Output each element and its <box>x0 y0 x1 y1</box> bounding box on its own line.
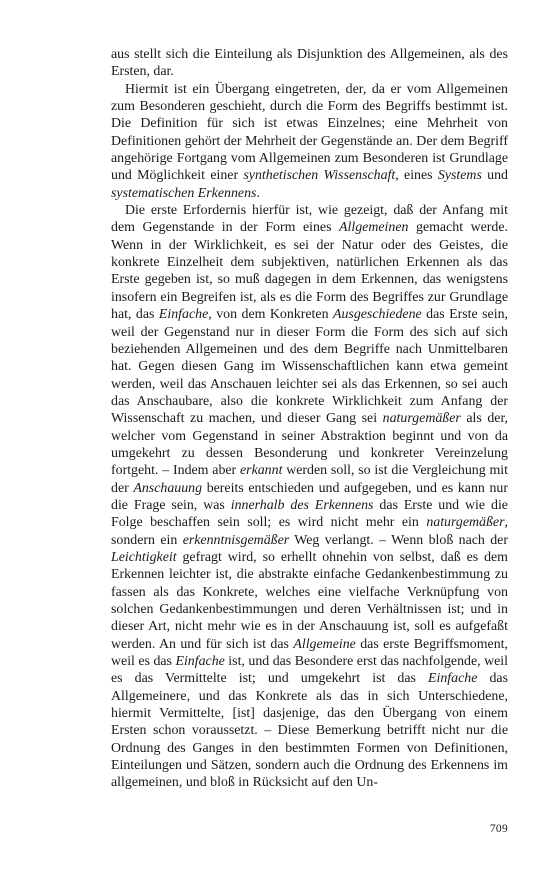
text-run: , sondern ein <box>111 515 508 548</box>
text-run: gemacht werde. Wenn in der Wirklichkeit, es sei der Natur oder des Geistes, die konkrete Einzelheit dem subjektiven, natürlichen Erkennen als das Erste gegeben ist, so muß dagegen in dem Erkennen, das wenigstens insofern ein Begreifen ist, als es die Form des Begriffes zur Grundlage hat, das <box>111 220 508 323</box>
text-run: Die erste Erfordernis hierfür ist, wie gezeigt, daß der Anfang mit dem Gegenstande in der Form eines <box>111 203 508 236</box>
italic-text-run: naturgemäßer <box>382 411 461 427</box>
text-run: Weg verlangt. – Wenn bloß nach der <box>289 532 508 548</box>
text-run: ist, und das Besondere erst das nachfolgende, weil es das Vermittelte ist; und umgekehrt ist das <box>111 654 509 687</box>
italic-text-run: Leichtigkeit <box>111 549 177 565</box>
italic-text-run: erkannt <box>240 463 283 479</box>
italic-text-run: erkenntnisgemäßer <box>182 532 290 548</box>
text-run: das Allgemeinere, und das Konkrete als das in sich Unterschiedene, hiermit Vermittelte, [ist] dasjenige, das den Übergang von einem Ersten schon voraussetzt. – Diese Bemerkung betrifft nicht nur die Ordnung des Ganges in den bestimmten Formen von Definitionen, Einteilungen und Sätzen, sondern auch die Ordnung des Erkennens im allgemeinen, und bloß in Rücksicht auf den Un- <box>111 671 508 791</box>
italic-text-run: Ausgeschiedene <box>332 307 422 323</box>
paragraph <box>111 46 508 81</box>
paragraph <box>111 81 508 202</box>
italic-text-run: Einfache <box>428 671 478 687</box>
text-run: , von dem Konkreten <box>208 307 333 323</box>
paragraph <box>111 202 508 792</box>
text-run: das erste Begriffsmoment, weil es das <box>111 636 508 670</box>
text-run: und <box>481 168 508 184</box>
italic-text-run: innerhalb des Erkennens <box>230 497 374 513</box>
italic-text-run: Anschauung <box>133 480 203 496</box>
italic-text-run: systematischen Erkennens <box>111 185 257 201</box>
text-run: das Erste und wie die Folge beschaffen sein soll; es wird nicht mehr ein <box>111 497 508 531</box>
body-text <box>111 46 508 792</box>
italic-text-run: Einfache <box>175 654 225 670</box>
text-run: Hiermit ist ein Übergang eingetreten, der, da er vom Allgemeinen zum Besonderen geschieht, durch die Form des Begriffs bestimmt ist. Die Definition für sich ist etwas Einzelnes; eine Mehrheit von Definitionen gehört der Mehrheit der Gegenstände an. Der dem Begriff angehörige Fortgang vom Allgemeinen zum Besonderen ist Grundlage und Möglichkeit einer <box>111 81 508 184</box>
italic-text-run: Systems <box>437 168 482 184</box>
page-number: 709 <box>489 823 508 835</box>
text-run: das Erste sein, weil der Gegenstand nur in dieser Form die Form des sich auf sich beziehenden Allgemeinen und des dem Begriffe nach Unmittelbaren hat. Gegen diesen Gang im Wissenschaftlichen kann etwa gemeint werden, weil das Anschauen leichter sei als das Erkennen, so sei auch das Anschaubare, also die konkrete Wirklichkeit zum Anfang der Wissenschaft zu machen, und dieser Gang sei <box>111 307 509 427</box>
text-run: . <box>256 185 260 201</box>
text-run: als der, welcher vom Gegenstand in seiner Abstraktion beginnt und von da umgekehrt zu dessen Besonderung und konkreter Vereinzelung fortgeht. – Indem aber <box>111 411 509 479</box>
italic-text-run: Einfache <box>158 307 209 323</box>
text-run: gefragt wird, so erhellt ohnehin von selbst, daß es dem Erkennen leichter ist, die abstrakte einfache Gedankenbestimmung zu fassen als das Konkrete, welches eine vielfache Verknüpfung von solchen Gedankenbestimmungen und deren Verhältnissen ist; und in dieser Art, nicht mehr wie es in der Anschauung ist, soll es aufgefaßt werden. An und für sich ist das <box>111 549 508 652</box>
italic-text-run: Allgemeinen <box>339 220 409 236</box>
text-run: bereits entschieden und aufgegeben, und es kann nur die Frage sein, was <box>111 480 508 513</box>
text-run: , eines <box>395 168 438 184</box>
italic-text-run: naturgemäßer <box>426 515 505 531</box>
italic-text-run: synthetischen Wissenschaft <box>243 168 396 184</box>
italic-text-run: Allgemeine <box>293 636 356 652</box>
text-run: werden soll, so ist die Vergleichung mit der <box>111 463 508 496</box>
text-run: aus stellt sich die Einteilung als Disjunktion des Allgemeinen, als des Ersten, dar. <box>111 47 508 80</box>
